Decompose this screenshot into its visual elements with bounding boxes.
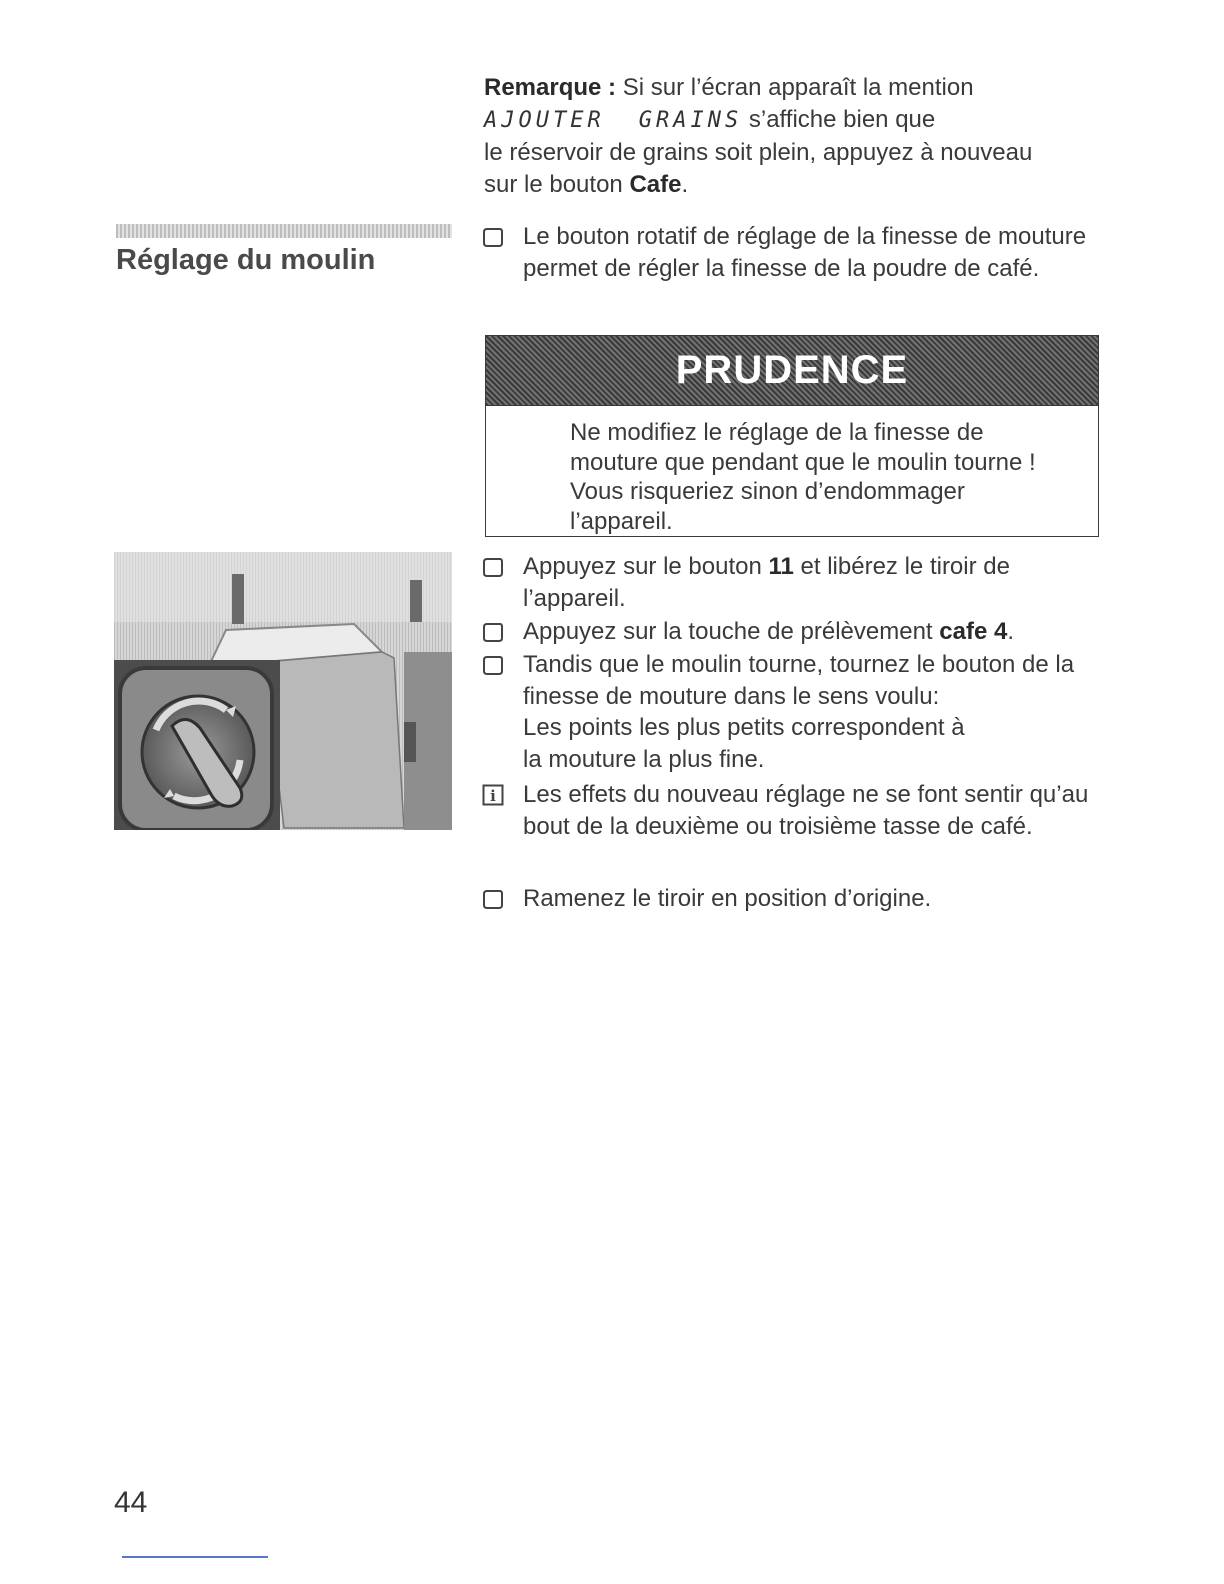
checkbox-icon — [482, 888, 504, 910]
step-1-post: et libérez le tiroir de l’appareil. — [523, 553, 1010, 612]
step-3-line3: la mouture la plus fine. — [523, 745, 765, 773]
checkbox-icon — [482, 556, 504, 578]
remark-block — [484, 72, 1104, 201]
step-3-text: Tandis que le moulin tourne, tournez le bouton de la finesse de mouture dans le sens voulu: — [523, 651, 1075, 710]
info-icon — [482, 784, 504, 806]
caution-title: PRUDENCE — [675, 348, 909, 392]
step-1-pre: Appuyez sur le bouton — [523, 553, 769, 580]
info-icon-label: i — [490, 787, 496, 805]
intro-text: Le bouton rotatif de réglage de la finesse de mouture permet de régler la finesse de la poudre de café. — [523, 223, 1087, 282]
footer-divider — [122, 1556, 268, 1558]
list-item-step-2 — [482, 616, 1102, 648]
cafe-button-reference: Cafe — [629, 171, 682, 198]
display-word-ajouter: AJOUTER — [484, 108, 605, 133]
checkbox-icon — [482, 226, 504, 248]
grinder-adjustment-illustration — [114, 552, 452, 830]
remark-line4-post: . — [681, 171, 689, 198]
page-number: 44 — [114, 1486, 148, 1519]
step-2-pre: Appuyez sur la touche de prélèvement — [523, 618, 940, 645]
list-item-final — [482, 883, 1102, 915]
list-item-intro — [482, 221, 1102, 284]
button-11-reference: 11 — [768, 553, 794, 580]
remark-line4-pre: sur le bouton — [484, 171, 630, 198]
remark-line1: Si sur l’écran apparaît la mention — [616, 74, 974, 101]
final-step-text: Ramenez le tiroir en position d’origine. — [523, 885, 932, 912]
step-2-post: . — [1007, 618, 1014, 645]
remark-line3: le réservoir de grains soit plein, appuyez à nouveau — [484, 139, 1033, 166]
caution-box — [485, 335, 1099, 537]
list-item-step-1 — [482, 551, 1102, 614]
checkbox-icon — [482, 621, 504, 643]
section-heading-bar — [116, 224, 452, 238]
display-word-grains: GRAINS — [638, 108, 743, 133]
cafe-key-reference: cafe 4 — [939, 618, 1008, 645]
list-item-info — [482, 779, 1102, 842]
remark-line2: s’affiche bien que — [742, 106, 936, 133]
step-3-line2: Les points les plus petits correspondent à — [523, 714, 965, 741]
caution-text: Ne modifiez le réglage de la finesse de mouture que pendant que le moulin tourne ! Vous risqueriez sinon d’endommager l’appareil. — [570, 419, 1036, 535]
checkbox-icon — [482, 654, 504, 676]
remark-label: Remarque : — [484, 74, 617, 101]
section-title: Réglage du moulin — [116, 244, 376, 276]
info-text: Les effets du nouveau réglage ne se font sentir qu’au bout de la deuxième ou troisième tasse de café. — [523, 781, 1089, 840]
list-item-step-3 — [482, 649, 1102, 775]
caution-header — [486, 336, 1098, 406]
